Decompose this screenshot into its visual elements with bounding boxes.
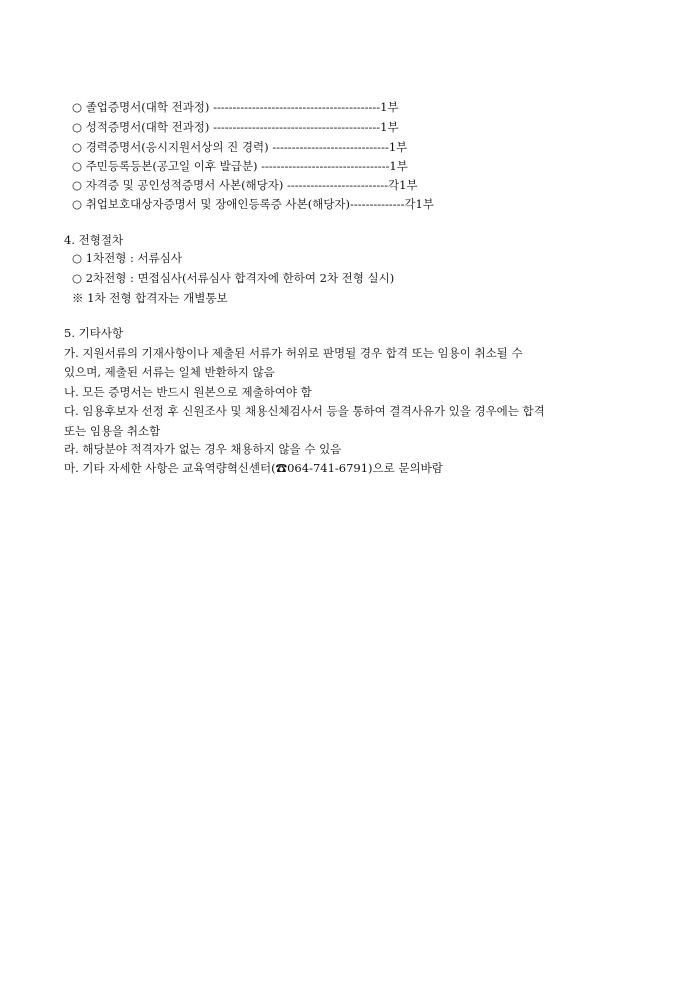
selection-item-second: ○ 2차전형 : 면접심사(서류심사 합격자에 한하여 2차 전형 실시) [72, 271, 395, 285]
document-item-certificates: ○ 자격증 및 공인성적증명서 사본(해당자) --------------------------각1부 [72, 178, 418, 192]
selection-item-first: ○ 1차전형 : 서류심사 [72, 251, 182, 265]
selection-note: ※ 1차 전형 합격자는 개별통보 [72, 291, 228, 305]
document-item-resident-registration: ○ 주민등록등본(공고일 이후 발급분) ---------------------------------1부 [72, 159, 408, 173]
other-item-ga-continued: 있으며, 제출된 서류는 일체 반환하지 않음 [64, 365, 275, 379]
other-item-da: 다. 임용후보자 선정 후 신원조사 및 채용신체검사서 등을 통하여 결격사유가 있을 경우에는 합격 [64, 404, 545, 418]
document-item-employment-protection: ○ 취업보호대상자증명서 및 장애인등록증 사본(해당자)--------------각1부 [72, 197, 434, 211]
other-item-ma: 마. 기타 자세한 사항은 교육역량혁신센터(☎064-741-6791)으로 문의바람 [64, 461, 443, 475]
other-item-na: 나. 모든 증명서는 반드시 원본으로 제출하여야 함 [64, 385, 312, 399]
document-item-transcript: ○ 성적증명서(대학 전과정) -------------------------------------------1부 [72, 120, 399, 134]
other-item-da-continued: 또는 임용을 취소함 [64, 424, 161, 438]
section-heading-selection: 4. 전형절차 [64, 233, 124, 247]
document-item-graduation: ○ 졸업증명서(대학 전과정) -------------------------------------------1부 [72, 100, 399, 114]
other-item-ga: 가. 지원서류의 기재사항이나 제출된 서류가 허위로 판명될 경우 합격 또는 임용이 취소될 수 [64, 346, 523, 360]
document-item-career: ○ 경력증명서(응시지원서상의 진 경력) ------------------------------1부 [72, 140, 408, 154]
other-item-ra: 라. 해당분야 적격자가 없는 경우 채용하지 않을 수 있음 [64, 442, 342, 456]
section-heading-other: 5. 기타사항 [64, 326, 124, 340]
